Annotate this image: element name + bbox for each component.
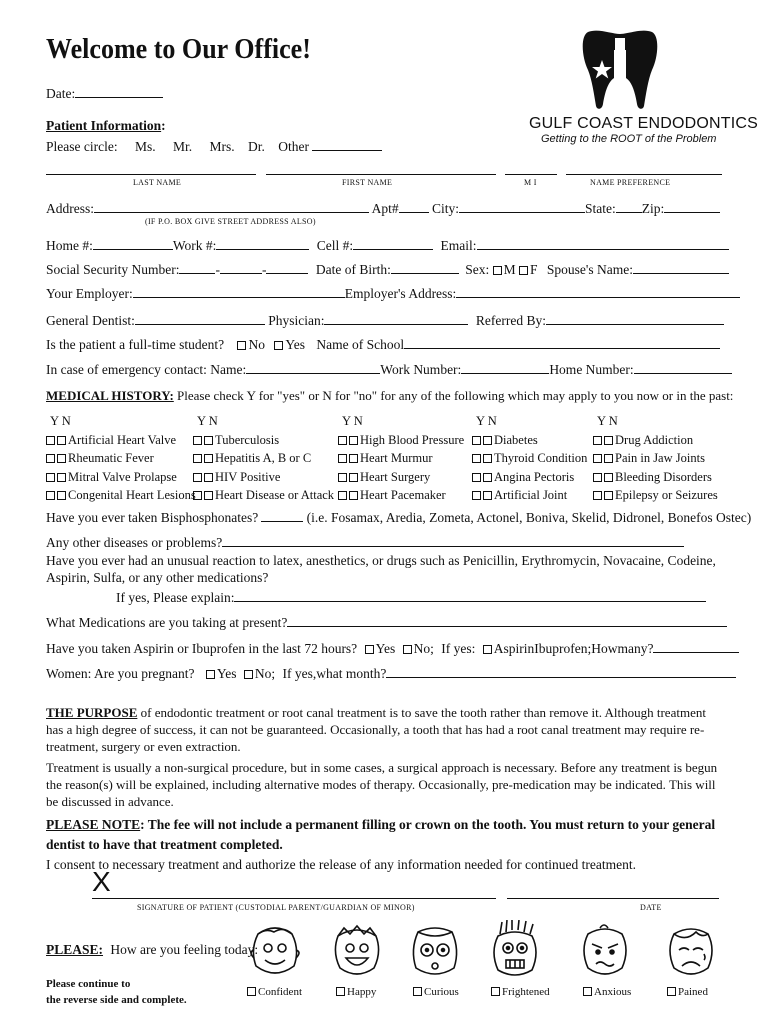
title-mrs[interactable]: Mrs.: [209, 139, 235, 154]
last-name-label: LAST NAME: [133, 178, 182, 187]
last-name-field[interactable]: [46, 174, 256, 175]
general-dentist-field[interactable]: [135, 324, 265, 325]
email-field[interactable]: [477, 249, 729, 250]
frightened-face-icon: [480, 920, 550, 982]
pregnant-month-field[interactable]: [386, 677, 736, 678]
address-row: Address: Apt# City: State: Zip:: [46, 201, 720, 217]
feeling-question: PLEASE: How are you feeling today:: [46, 942, 259, 957]
consent-text: I consent to necessary treatment and authorize the release of any information needed for continued treatment.: [46, 857, 637, 872]
condition-row[interactable]: HIV Positive: [193, 468, 334, 487]
other-diseases-field[interactable]: [222, 546, 684, 547]
aspirin-ibuprofen-checkbox[interactable]: [483, 645, 492, 654]
condition-row[interactable]: Heart Murmur: [338, 449, 464, 468]
reaction-question-1: Have you ever had an unusual reaction to latex, anesthetics, or drugs such as Penicillin, Erythromycin, Novacaine, Codeine,: [46, 553, 716, 568]
aspirin-yes-checkbox[interactable]: [365, 645, 374, 654]
ssn-field-1[interactable]: [179, 273, 215, 274]
continue-note: Please continue to the reverse side and complete.: [46, 978, 187, 1006]
work-phone-field[interactable]: [216, 249, 309, 250]
feeling-confident[interactable]: Confident: [247, 986, 302, 998]
condition-row[interactable]: Tuberculosis: [193, 431, 334, 450]
condition-row[interactable]: Thyroid Condition: [472, 449, 587, 468]
sex-m-checkbox[interactable]: [493, 266, 502, 275]
title-ms[interactable]: Ms.: [134, 139, 156, 154]
happy-face-icon: [322, 920, 392, 982]
mi-label: M I: [524, 178, 537, 187]
patient-info-heading: Patient Information:: [46, 118, 166, 133]
employer-row: Your Employer: Employer's Address:: [46, 286, 740, 302]
address-note: (IF P.O. BOX GIVE STREET ADDRESS ALSO): [145, 217, 316, 226]
employer-address-field[interactable]: [456, 297, 740, 298]
feeling-anxious[interactable]: Anxious: [583, 986, 631, 998]
medical-column-3: Y N High Blood Pressure Heart Murmur Heart Surgery Heart Pacemaker: [338, 412, 464, 505]
tooth-star-icon: [580, 28, 660, 112]
sex-f-checkbox[interactable]: [519, 266, 528, 275]
logo-tagline: Getting to the ROOT of the Problem: [541, 133, 717, 145]
signature-date-label: DATE: [640, 903, 662, 912]
reaction-question-2: Aspirin, Sulfa, or any other medications?: [46, 570, 269, 585]
name-preference-field[interactable]: [566, 174, 722, 175]
signature-date-field[interactable]: [507, 898, 719, 899]
emergency-work-field[interactable]: [461, 373, 549, 374]
bisphosphonates-field[interactable]: [261, 521, 303, 522]
aspirin-row: Have you taken Aspirin or Ibuprofen in the last 72 hours? Yes No; If yes: AspirinIbuprofen;Howmany?: [46, 641, 739, 657]
medical-instructions: Please check Y for "yes" or N for "no" for any of the following which may apply to you now or in the past:: [177, 388, 734, 403]
curious-face-icon: [400, 920, 470, 982]
condition-row[interactable]: High Blood Pressure: [338, 431, 464, 450]
how-many-field[interactable]: [653, 652, 739, 653]
condition-row[interactable]: Hepatitis A, B or C: [193, 449, 334, 468]
emergency-row: In case of emergency contact: Name: Work Number: Home Number:: [46, 362, 732, 378]
city-field[interactable]: [459, 212, 585, 213]
title-dr[interactable]: Dr.: [248, 139, 265, 154]
medical-history-heading: MEDICAL HISTORY: Please check Y for "yes" or N for "no" for any of the following which may apply to you now or in the past:: [46, 388, 734, 403]
employer-field[interactable]: [133, 297, 345, 298]
condition-row[interactable]: Congenital Heart Lesions: [46, 486, 196, 505]
first-name-label: FIRST NAME: [342, 178, 393, 187]
student-row: Is the patient a full-time student? No Yes Name of School: [46, 337, 720, 353]
condition-row[interactable]: Epilepsy or Seizures: [593, 486, 718, 505]
title-circle-row: [46, 139, 382, 155]
pregnant-yes-checkbox[interactable]: [206, 670, 215, 679]
school-name-field[interactable]: [404, 348, 720, 349]
date-label: Date:: [46, 86, 76, 101]
condition-row[interactable]: Pain in Jaw Joints: [593, 449, 718, 468]
other-diseases-row: Any other diseases or problems?: [46, 535, 684, 551]
feeling-pained[interactable]: Pained: [667, 986, 708, 998]
condition-row[interactable]: Mitral Valve Prolapse: [46, 468, 196, 487]
ssn-field-2[interactable]: [220, 273, 262, 274]
student-no-checkbox[interactable]: [237, 341, 246, 350]
medical-column-5: Y N Drug Addiction Pain in Jaw Joints Bleeding Disorders Epilepsy or Seizures: [593, 412, 718, 505]
physician-field[interactable]: [324, 324, 468, 325]
medications-row: What Medications are you taking at present?: [46, 615, 727, 631]
medical-column-4: Y N Diabetes Thyroid Condition Angina Pectoris Artificial Joint: [472, 412, 587, 505]
explain-field[interactable]: [234, 601, 706, 602]
feeling-frightened[interactable]: Frightened: [491, 986, 550, 998]
logo-name: GULF COAST ENDODONTICS: [529, 115, 759, 132]
dentist-row: General Dentist: Physician: Referred By:: [46, 313, 724, 329]
signature-label: SIGNATURE OF PATIENT (CUSTODIAL PARENT/GUARDIAN OF MINOR): [137, 903, 415, 912]
signature-x-mark: X: [92, 866, 111, 897]
condition-row[interactable]: Heart Pacemaker: [338, 486, 464, 505]
middle-initial-field[interactable]: [505, 174, 557, 175]
emergency-home-field[interactable]: [634, 373, 732, 374]
referred-by-field[interactable]: [546, 324, 724, 325]
condition-row[interactable]: Rheumatic Fever: [46, 449, 196, 468]
condition-row[interactable]: Artificial Joint: [472, 486, 587, 505]
title-other[interactable]: Other: [278, 139, 310, 154]
condition-row[interactable]: Diabetes: [472, 431, 587, 450]
home-phone-field[interactable]: [93, 249, 173, 250]
first-name-field[interactable]: [266, 174, 496, 175]
state-field[interactable]: [616, 212, 642, 213]
cell-phone-field[interactable]: [353, 249, 433, 250]
condition-row[interactable]: Artificial Heart Valve: [46, 431, 196, 450]
pregnant-no-checkbox[interactable]: [244, 670, 253, 679]
zip-field[interactable]: [664, 212, 720, 213]
aspirin-no-checkbox[interactable]: [403, 645, 412, 654]
ssn-row: Social Security Number: - - Date of Birth: Sex: M F Spouse's Name:: [46, 262, 729, 278]
anxious-face-icon: [570, 920, 640, 982]
apt-field[interactable]: [399, 212, 429, 213]
name-preference-label: NAME PREFERENCE: [590, 178, 671, 187]
medical-column-2: Y N Tuberculosis Hepatitis A, B or C HIV Positive Heart Disease or Attack: [193, 412, 334, 505]
dob-field[interactable]: [391, 273, 459, 274]
other-field[interactable]: [312, 150, 382, 151]
date-field[interactable]: [46, 86, 163, 102]
bisphosphonates-row: Have you ever taken Bisphosphonates? (i.e. Fosamax, Aredia, Zometa, Actonel, Boniva, Skelid, Didronel, Bonefos Ostec): [46, 510, 752, 525]
explain-row: If yes, Please explain:: [116, 590, 706, 606]
pregnant-row: Women: Are you pregnant? Yes No; If yes,what month?: [46, 666, 736, 682]
condition-row[interactable]: Drug Addiction: [593, 431, 718, 450]
feeling-curious[interactable]: Curious: [413, 986, 459, 998]
title-mr[interactable]: Mr.: [172, 139, 193, 154]
circle-label: Please circle:: [46, 139, 118, 154]
address-field[interactable]: [94, 212, 369, 213]
signature-field[interactable]: [92, 898, 496, 899]
pained-face-icon: [656, 920, 726, 982]
condition-row[interactable]: Angina Pectoris: [472, 468, 587, 487]
condition-row[interactable]: Bleeding Disorders: [593, 468, 718, 487]
page-title: Welcome to Our Office!: [46, 34, 311, 65]
treatment-paragraph: Treatment is usually a non-surgical procedure, but in some cases, a surgical approach is necessary. Before any treatment is begun the reason(s) will be explained, including alternative modes of therapy. Occasionally, pre-medication may be indicated. This will be discussed in advance.: [46, 760, 718, 809]
confident-face-icon: [240, 920, 310, 982]
student-yes-checkbox[interactable]: [274, 341, 283, 350]
purpose-paragraph: THE PURPOSE of endodontic treatment or root canal treatment is to save the tooth rather than remove it. Although treatment has a high degree of success, it can not be guaranteed. Occasionally, a tooth that has had a root canal treatment may require re-treatment, surgery or even extraction.: [46, 705, 706, 754]
medical-column-1: Y N Artificial Heart Valve Rheumatic Fever Mitral Valve Prolapse Congenital Heart Lesions: [46, 412, 196, 505]
condition-row[interactable]: Heart Surgery: [338, 468, 464, 487]
condition-row[interactable]: Heart Disease or Attack: [193, 486, 334, 505]
emergency-name-field[interactable]: [246, 373, 380, 374]
ssn-field-3[interactable]: [266, 273, 308, 274]
spouse-name-field[interactable]: [633, 273, 729, 274]
phone-row: Home #: Work #: Cell #: Email:: [46, 238, 729, 254]
please-note: PLEASE NOTE: The fee will not include a permanent filling or crown on the tooth. You must return to your general dentist to have that treatment completed.: [46, 817, 716, 852]
feeling-happy[interactable]: Happy: [336, 986, 376, 998]
medications-field[interactable]: [287, 626, 727, 627]
